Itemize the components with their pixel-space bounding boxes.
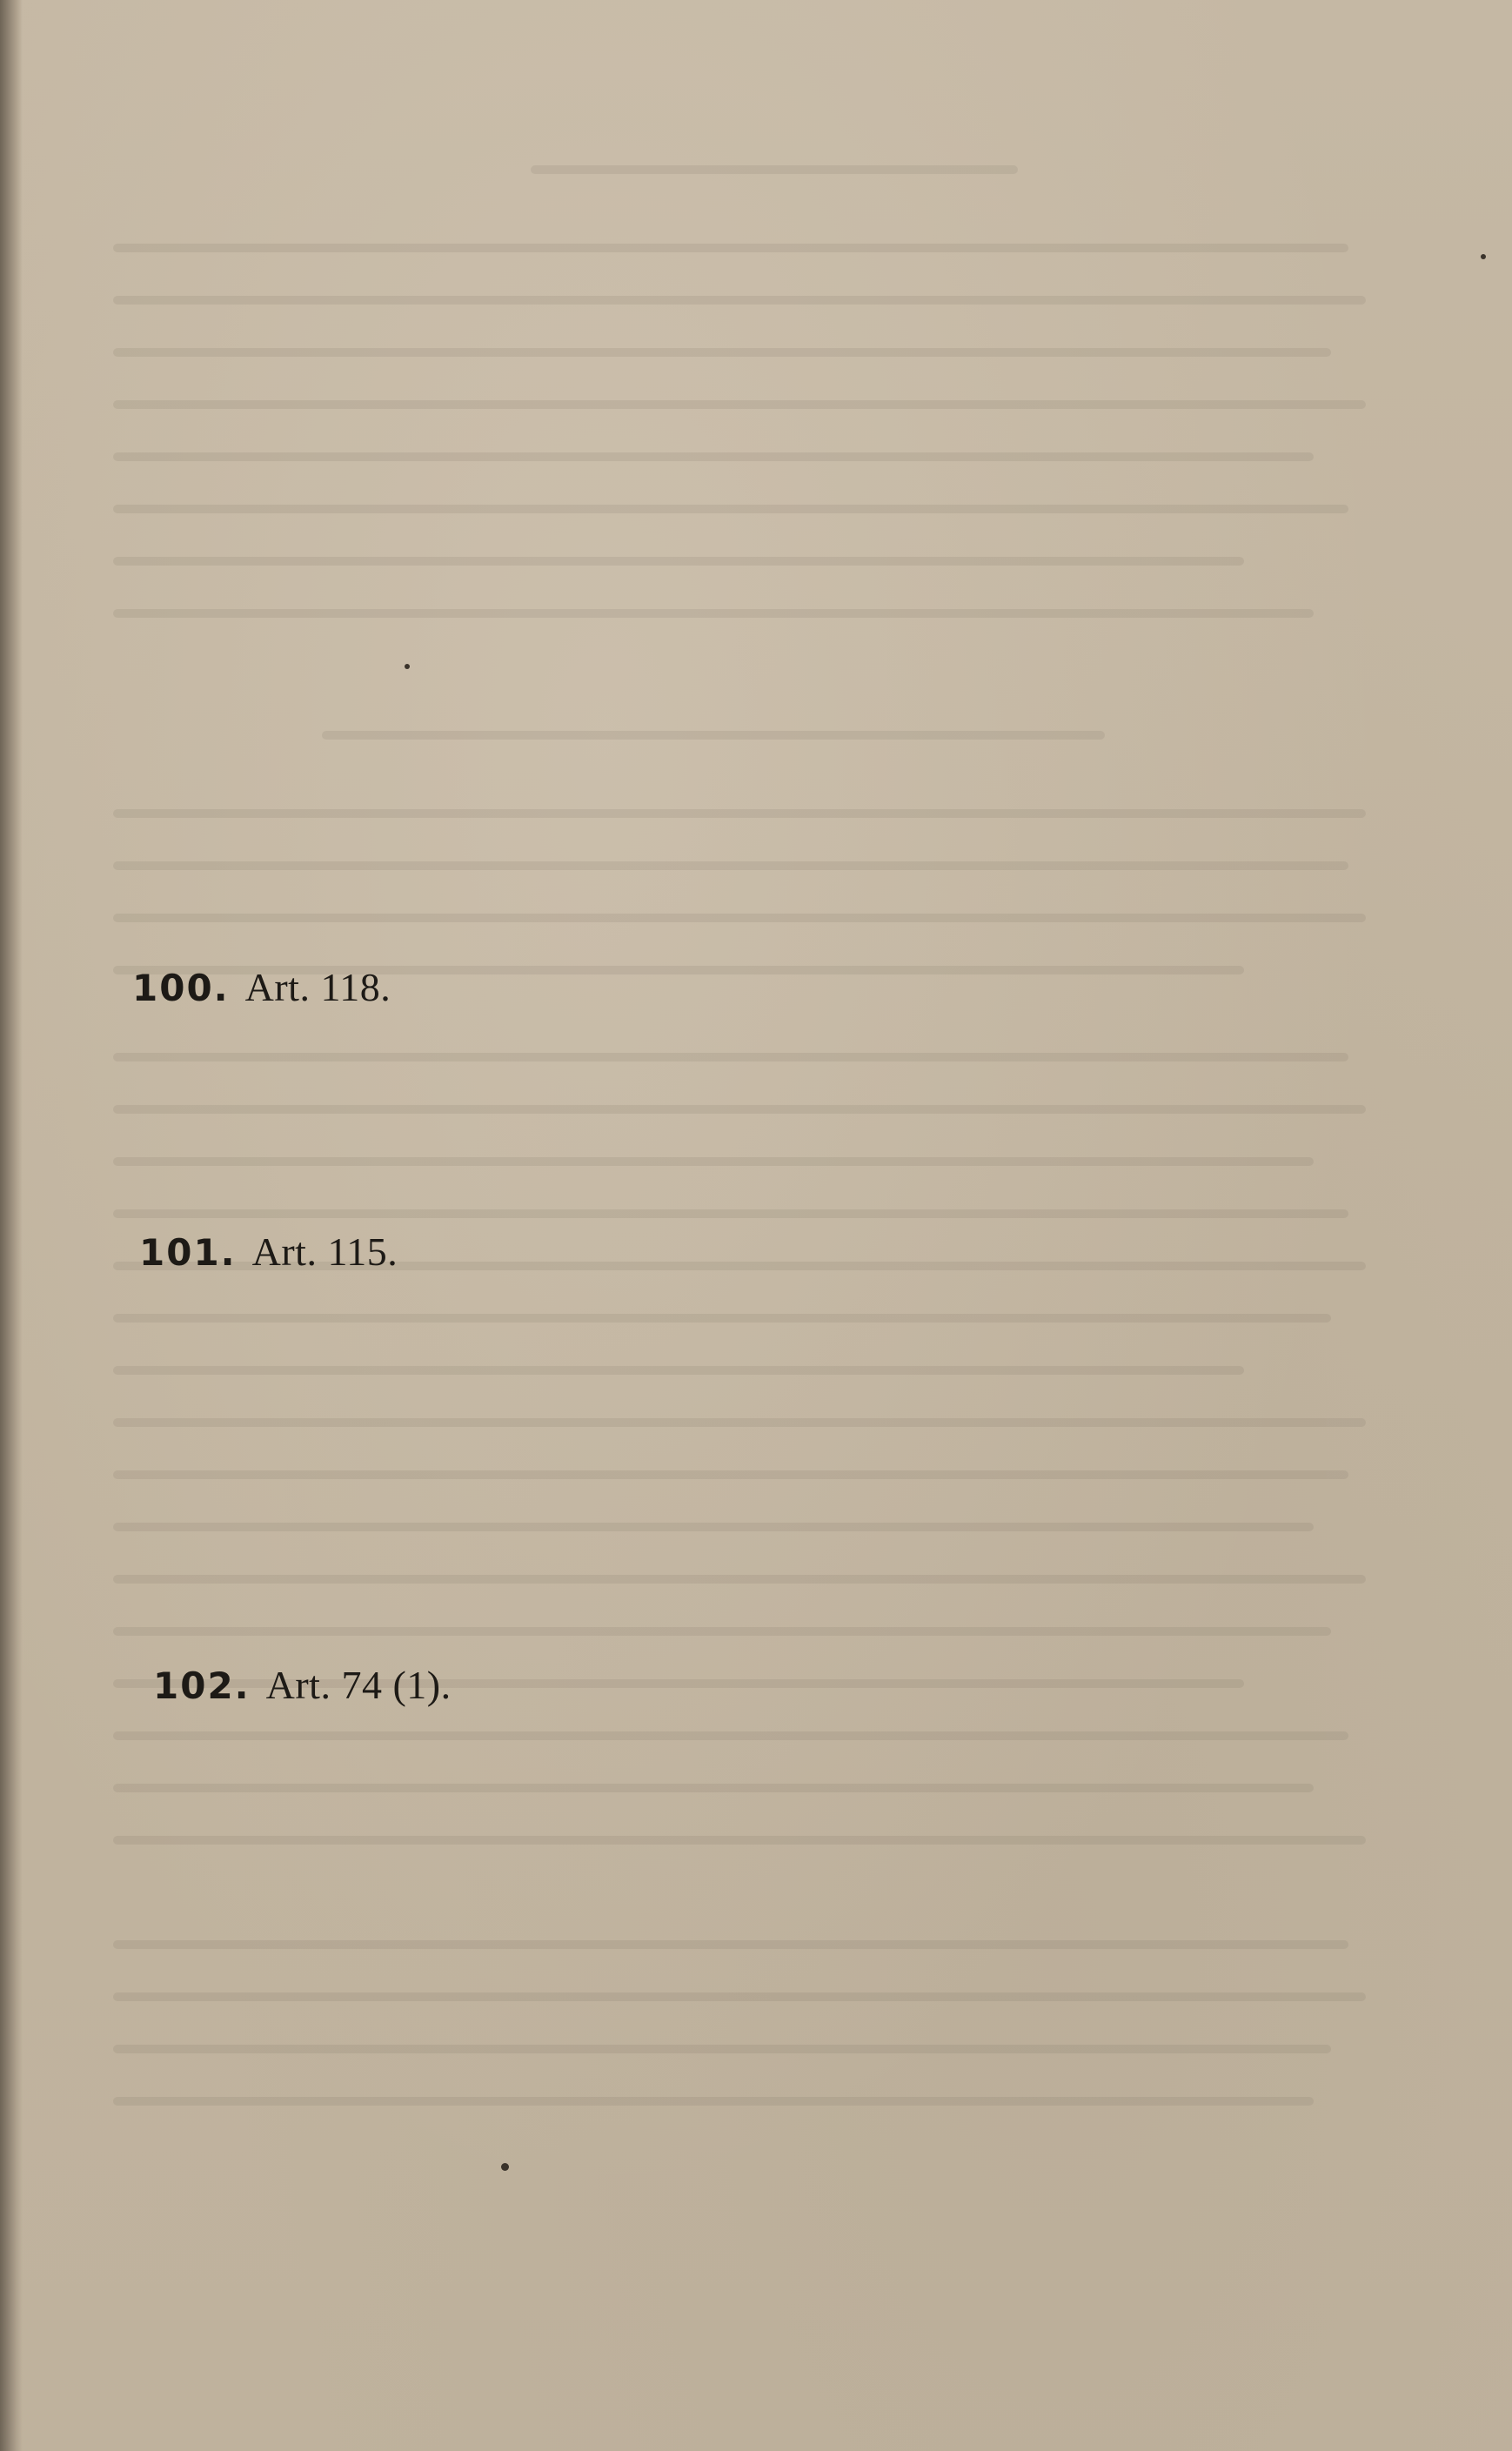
binding-edge [0, 0, 23, 2451]
article-reference: Art. 74 (1). [265, 1663, 452, 1707]
reverse-side-bleed-through [61, 131, 1418, 2149]
article-reference: Art. 118. [244, 965, 391, 1009]
paper-speck [1481, 254, 1486, 259]
entry-102 [153, 1662, 452, 1708]
article-reference: Art. 115. [251, 1229, 398, 1274]
entry-100 [132, 964, 391, 1010]
entry-101 [139, 1229, 398, 1275]
paper-speck [405, 664, 410, 669]
entry-number: 101. [139, 1231, 237, 1274]
paper-speck [501, 2163, 509, 2171]
entry-number: 102. [153, 1664, 251, 1707]
entry-number: 100. [132, 967, 230, 1009]
